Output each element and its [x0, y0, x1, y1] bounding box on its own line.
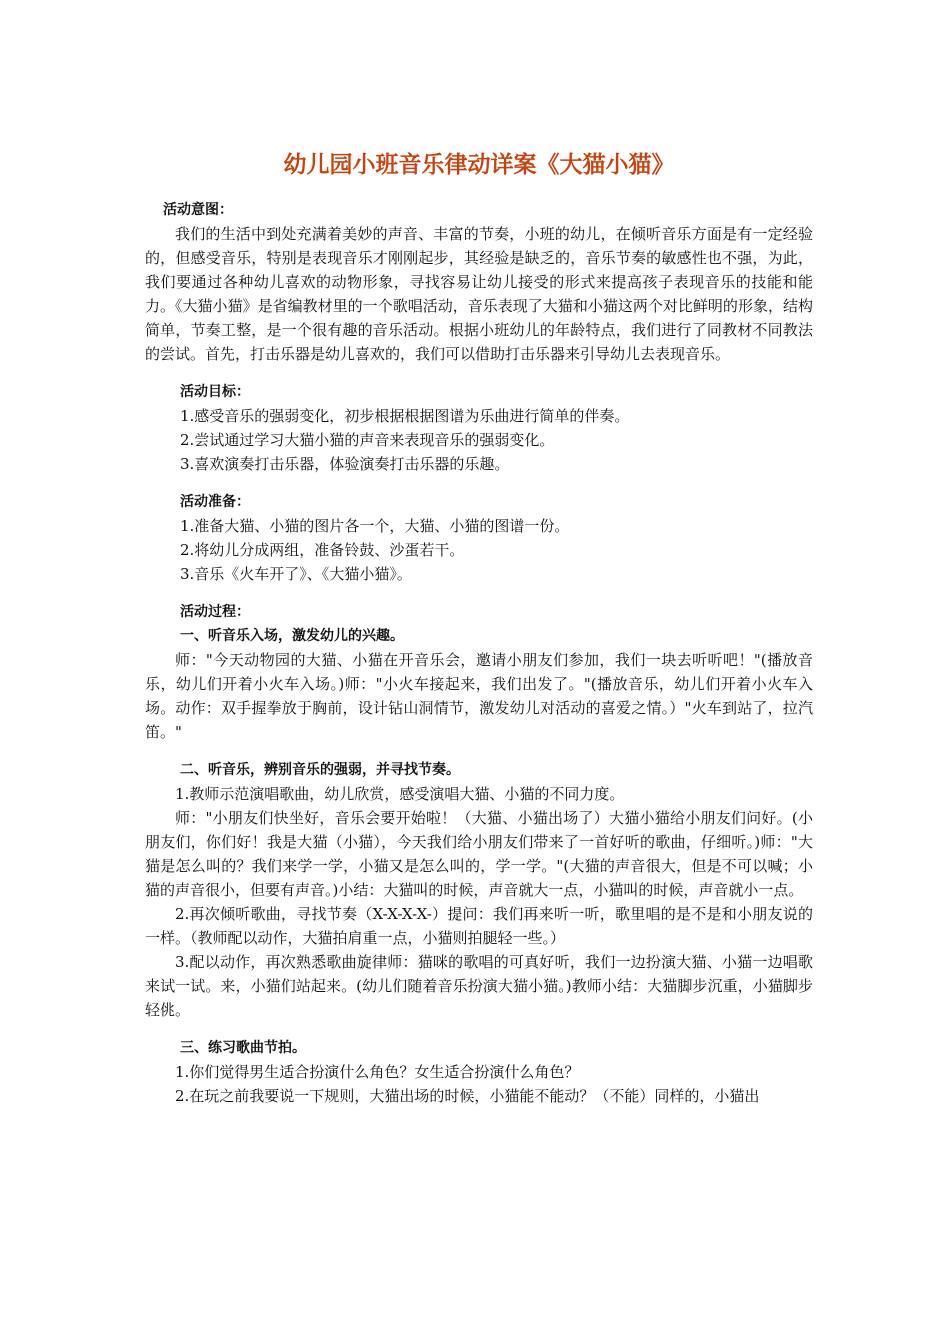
section-2-paragraph: 2.再次倾听歌曲，寻找节奏（X-X-X-X-）提问：我们再来听一听，歌里唱的是不是和小朋友说的一样。（教师配以动作，大猫拍肩重一点，小猫则拍腿轻一些。）	[145, 905, 813, 947]
prep-item: 3.音乐《火车开了》、《大猫小猫》。	[180, 565, 412, 583]
prep-item: 2.将幼儿分成两组，准备铃鼓、沙蛋若干。	[180, 541, 465, 559]
section-1-heading: 一、听音乐入场，激发幼儿的兴趣。	[180, 628, 404, 644]
document-body	[145, 148, 813, 1108]
goal-item: 2.尝试通过学习大猫小猫的声音来表现音乐的强弱变化。	[180, 431, 555, 449]
section-3-heading: 三、练习歌曲节拍。	[180, 1040, 306, 1056]
section-2-paragraph: 师："小朋友们快坐好，音乐会要开始啦！（大猫、小猫出场了）大猫小猫给小朋友们问好。(小朋友们，你们好！我是大猫（小猫），今天我们给小朋友们带来了一首好听的歌曲，仔细听。)师："大猫是怎么叫的？我们来学一学，小猫又是怎么叫的，学一学。"(大猫的声音很大，但是不可以喊；小猫的声音很小，但要有声音。)小结：大猫叫的时候，声音就大一点，小猫叫的时候，声音就小一点。	[145, 809, 813, 899]
section-2-heading: 二、听音乐，辨别音乐的强弱，并寻找节奏。	[180, 762, 460, 778]
goal-item: 3.喜欢演奏打击乐器，体验演奏打击乐器的乐趣。	[180, 455, 510, 473]
process-heading: 活动过程：	[180, 604, 250, 620]
section-3-paragraph: 1.你们觉得男生适合扮演什么角色？女生适合扮演什么角色？	[175, 1063, 580, 1081]
section-1-paragraph: 师："今天动物园的大猫、小猫在开音乐会，邀请小朋友们参加，我们一块去听听吧！"(播放音乐，幼儿们开着小火车入场。)师："小火车接起来，我们出发了。"(播放音乐，幼儿们开着小火车入场。动作：双手握拳放于胸前，设计钻山洞情节，激发幼儿对活动的喜爱之情。）"火车到站了，拉汽笛。"	[145, 651, 813, 741]
section-3-paragraph: 2.在玩之前我要说一下规则，大猫出场的时候，小猫能不能动？（不能）同样的，小猫出	[175, 1087, 760, 1105]
section-2-paragraph: 3.配以动作，再次熟悉歌曲旋律师：猫咪的歌唱的可真好听，我们一边扮演大猫、小猫一边唱歌来试一试。来，小猫们站起来。(幼儿们随着音乐扮演大猫小猫。)教师小结：大猫脚步沉重，小猫脚步轻佻。	[145, 953, 813, 1019]
intent-heading: 活动意图：	[163, 202, 233, 218]
goals-heading: 活动目标：	[180, 384, 250, 400]
section-2-paragraph: 1.教师示范演唱歌曲，幼儿欣赏，感受演唱大猫、小猫的不同力度。	[175, 785, 625, 803]
intent-paragraph: 我们的生活中到处充满着美妙的声音、丰富的节奏，小班的幼儿，在倾听音乐方面是有一定经验的，但感受音乐，特别是表现音乐才刚刚起步，其经验是缺乏的，音乐节奏的敏感性也不强，为此，我们要通过各种幼儿喜欢的动物形象，寻找容易让幼儿接受的形式来提高孩子表现音乐的技能和能力。《大猫小猫》是省编教材里的一个歌唱活动，音乐表现了大猫和小猫这两个对比鲜明的形象，结构简单，节奏工整，是一个很有趣的音乐活动。根据小班幼儿的年龄特点，我们进行了同教材不同教法的尝试。首先，打击乐器是幼儿喜欢的，我们可以借助打击乐器来引导幼儿去表现音乐。	[145, 225, 813, 363]
prep-item: 1.准备大猫、小猫的图片各一个，大猫、小猫的图谱一份。	[180, 517, 570, 535]
page-title: 幼儿园小班音乐律动详案《大猫小猫》	[283, 152, 675, 178]
goal-item: 1.感受音乐的强弱变化，初步根据根据图谱为乐曲进行简单的伴奏。	[180, 407, 630, 425]
prep-heading: 活动准备：	[180, 494, 250, 510]
